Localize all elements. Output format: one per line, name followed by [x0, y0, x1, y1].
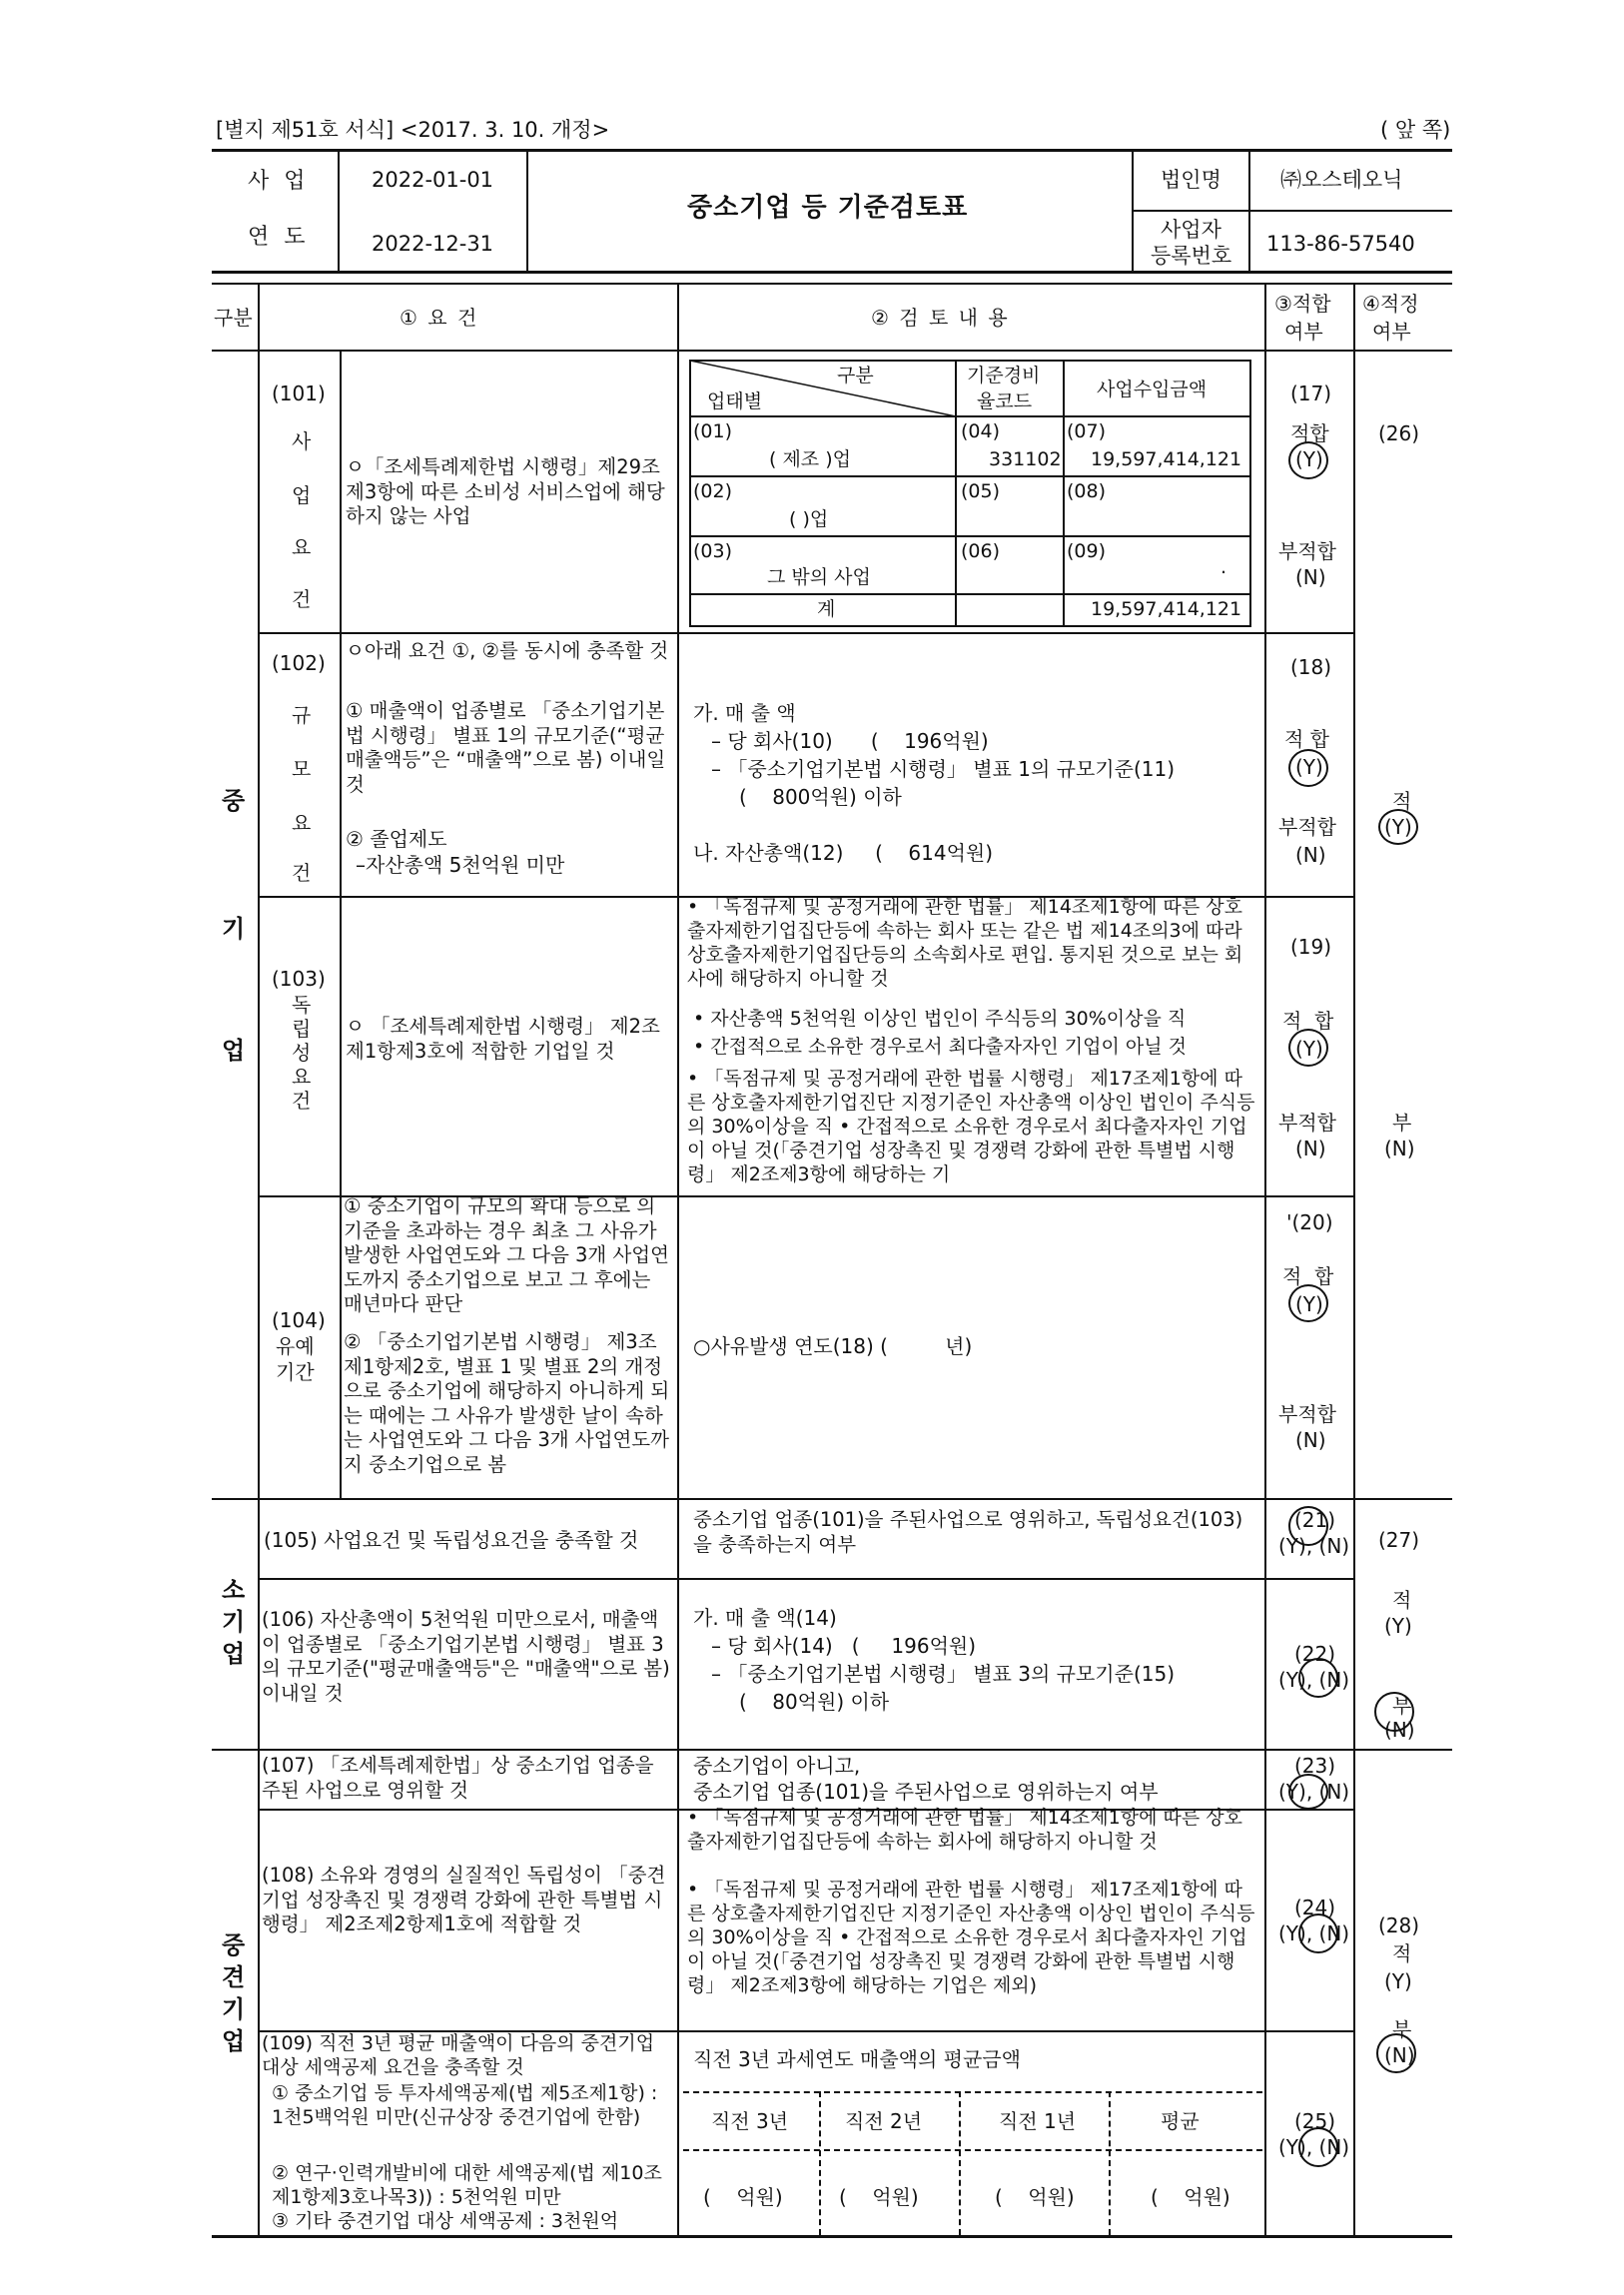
r103-label-2: 립	[292, 1017, 312, 1041]
r102-req-2b: –자산총액 5천억원 미만	[356, 853, 565, 877]
r108-fit-yn: (Y), (N)	[1278, 1921, 1350, 1945]
r107-review-1: 중소기업이 아니고,	[693, 1754, 861, 1778]
r109-fit-circle	[1298, 2127, 1338, 2167]
r101-row3-name: 그 밖의 사업	[767, 566, 871, 588]
r101-label-1: 사	[292, 429, 312, 453]
r102-rev-a1: – 당 회사(10) ( 196억원)	[711, 729, 989, 753]
r101-row2-amount-no: (08)	[1067, 480, 1107, 502]
bizno-label-1: 사업자	[1161, 218, 1221, 242]
r108-fit-code: (24)	[1294, 1896, 1336, 1919]
r105-fit-code: (21)	[1294, 1508, 1336, 1532]
r109-year-3: 직전 3년	[711, 2109, 789, 2133]
r101-row3-amount: .	[1220, 556, 1227, 578]
r101-row1-code-no: (04)	[961, 420, 1001, 442]
r102-label-4: 건	[292, 861, 312, 885]
r102-label-3: 요	[292, 811, 312, 835]
r106-rev-a3: ( 80억원) 이하	[739, 1690, 890, 1714]
r109-req-2: ② 연구·인력개발비에 대한 세액공제(법 제10조제1항제3호나목3)) : 5천억원 미만	[272, 2162, 662, 2208]
r103-review-3: • 간접적으로 소유한 경우로서 최다출자자인 기업이 아닐 것	[693, 1036, 1187, 1058]
r106-rev-a: 가. 매 출 액(14)	[693, 1606, 837, 1630]
r106-fit-circle	[1298, 1658, 1338, 1698]
r106-rev-a1: – 당 회사(14) ( 196억원)	[711, 1634, 977, 1658]
r104-code: (104)	[272, 1308, 326, 1332]
r101-fit-circle	[1288, 441, 1328, 479]
r108-final-n: (N)	[1384, 2043, 1415, 2067]
r101-unfit: 부적합	[1278, 539, 1336, 563]
r102-final-circle	[1378, 809, 1418, 845]
r102-fit-y: (Y)	[1295, 755, 1323, 779]
r103-review-2: • 자산총액 5천억원 이상인 법인이 주식등의 30%이상을 직	[693, 1008, 1187, 1030]
r101-label-2: 업	[292, 483, 312, 507]
r109-req-3: ③ 기타 중견기업 대상 세액공제 : 3천원억	[272, 2210, 619, 2232]
r102-req-head: ㅇ아래 요건 ①, ②를 동시에 충족할 것	[346, 639, 669, 662]
final-code-27: (27)	[1378, 1528, 1420, 1552]
r103-code: (103)	[272, 967, 326, 991]
r101-th-amount: 사업수입금액	[1097, 379, 1208, 400]
start-date: 2022-01-01	[372, 168, 494, 192]
r108-final-y: (Y)	[1384, 1969, 1412, 1993]
group-sme-1: 중	[222, 787, 246, 815]
r103-fit-y: (Y)	[1295, 1037, 1323, 1061]
r101-th-code-2: 율코드	[977, 390, 1033, 412]
r109-fit-yn: (Y), (N)	[1278, 2135, 1350, 2159]
r109-review-head: 직전 3년 과세연도 매출액의 평균금액	[693, 2047, 1021, 2071]
r101-row1-amount: 19,597,414,121	[1091, 448, 1242, 470]
r109-unit-4: ( 억원)	[1151, 2185, 1230, 2209]
r103-label-3: 성	[292, 1041, 312, 1065]
r109-average: 평균	[1161, 2109, 1200, 2133]
r104-fit: 적 합	[1282, 1264, 1334, 1288]
group-small-1: 소	[222, 1576, 246, 1604]
r103-label-1: 독	[292, 993, 312, 1017]
r101-row2-name: ( )업	[789, 508, 829, 530]
r103-final: 부	[1392, 1111, 1412, 1135]
r101-unfit-n: (N)	[1295, 565, 1326, 589]
r102-req-2: ② 졸업제도	[346, 827, 447, 851]
r107-fit-circle	[1288, 1774, 1328, 1810]
r101-fit-y: (Y)	[1295, 447, 1323, 471]
r107-fit-code: (23)	[1294, 1754, 1336, 1778]
r101-th-code-1: 기준경비	[967, 365, 1041, 386]
r106-fit-code: (22)	[1294, 1642, 1336, 1666]
r103-label-4: 요	[292, 1065, 312, 1089]
r109-req-head: (109) 직전 3년 평균 매출액이 다음의 중견기업 대상 세액공제 요건을 충족할 것	[262, 2032, 655, 2078]
r101-row1-name: ( 제조 )업	[769, 448, 851, 470]
group-mid-3: 기	[222, 1995, 246, 2023]
r101-row1-code: 331102	[989, 448, 1062, 470]
r109-unit-3: ( 억원)	[995, 2185, 1075, 2209]
r106-final-n: (N)	[1384, 1718, 1415, 1742]
r103-requirement: ㅇ 「조세특례제한법 시행령」 제2조제1항제3호에 적합한 기업일 것	[346, 1015, 660, 1063]
col-review: ② 검 토 내 용	[871, 306, 1010, 330]
r104-req-2: ② 「중소기업기본법 시행령」 제3조제1항제2호, 별표 1 및 별표 2의 개정으로 중소기업에 해당하지 아니하게 되는 때에는 그 사유가 발생한 날이 속하는 사업연도와 그 다음 3개 사업연도까지 중소기업으로 봄	[344, 1330, 670, 1476]
r108-final-no: 부	[1392, 2017, 1412, 2041]
r104-fit-code: '(20)	[1286, 1210, 1333, 1234]
col-fit-1b: 여부	[1284, 320, 1323, 344]
corp-name-label: 법인명	[1161, 168, 1221, 192]
col-fit-1: ③적합	[1274, 292, 1331, 316]
r109-req-1: ① 중소기업 등 투자세액공제(법 제5조제1항) : 1천5백억원 미만(신규상장 중견기업에 한함)	[272, 2082, 658, 2128]
page-title: 중소기업 등 기준검토표	[687, 193, 969, 223]
business-number: 113-86-57540	[1266, 232, 1415, 256]
r103-label-5: 건	[292, 1089, 312, 1113]
r106-rev-a2: – 「중소기업기본법 시행령」 별표 3의 규모기준(15)	[711, 1662, 1176, 1686]
page-side: ( 앞 쪽)	[1380, 118, 1451, 142]
r102-fit: 적 합	[1284, 727, 1329, 751]
group-mid-4: 업	[222, 2027, 246, 2055]
r102-rev-a: 가. 매 출 액	[693, 701, 796, 725]
r105-requirement: (105) 사업요건 및 독립성요건을 충족할 것	[264, 1528, 639, 1552]
r101-fit-code: (17)	[1290, 382, 1332, 405]
r103-fit-code: (19)	[1290, 935, 1332, 959]
r103-fit: 적 합	[1282, 1009, 1334, 1033]
r106-final: 적	[1392, 1588, 1412, 1612]
r101-row2-code-no: (05)	[961, 480, 1001, 502]
r101-row1-no: (01)	[693, 420, 733, 442]
r108-final: 적	[1392, 1941, 1412, 1965]
r106-requirement: (106) 자산총액이 5천억원 미만으로서, 매출액이 업종별로 「중소기업기본법 시행령」 별표 3의 규모기준("평균매출액등"은 "매출액"으로 봄) 이내일 것	[262, 1608, 670, 1705]
r101-row3-no: (03)	[693, 540, 733, 562]
r109-year-1: 직전 1년	[999, 2109, 1077, 2133]
r101-row1-amount-no: (07)	[1067, 420, 1107, 442]
form-number: [별지 제51호 서식] <2017. 3. 10. 개정>	[216, 118, 610, 142]
r104-fit-circle	[1288, 1284, 1328, 1322]
r102-req-1: ① 매출액이 업종별로 「중소기업기본법 시행령」 별표 1의 규모기준(“평균매출액등”은 “매출액”으로 봄) 이내일 것	[346, 699, 666, 796]
r108-fit-circle	[1298, 1913, 1338, 1953]
col-requirement: ① 요 건	[400, 306, 479, 330]
r102-final-y: (Y)	[1384, 815, 1412, 839]
corp-name: ㈜오스테오닉	[1280, 168, 1403, 192]
final-code-26: (26)	[1378, 421, 1420, 445]
final-code-28: (28)	[1378, 1913, 1420, 1937]
r109-unit-2: ( 억원)	[839, 2185, 919, 2209]
r102-rev-b: 나. 자산총액(12) ( 614억원)	[693, 841, 994, 865]
group-sme-2: 기	[222, 915, 246, 943]
r101-fit: 적합	[1290, 421, 1329, 445]
r102-fit-code: (18)	[1290, 655, 1332, 679]
r107-review-2: 중소기업 업종(101)을 주된사업으로 영위하는지 여부	[693, 1780, 1159, 1804]
r104-fit-y: (Y)	[1295, 1292, 1323, 1316]
group-small-3: 업	[222, 1640, 246, 1668]
r102-label-1: 규	[292, 703, 312, 727]
year-label-2: 연 도	[248, 225, 310, 250]
r101-label-3: 요	[292, 535, 312, 559]
group-mid-1: 중	[222, 1931, 246, 1959]
r107-fit-yn: (Y), (N)	[1278, 1780, 1350, 1804]
r103-review-4: • 「독점규제 및 공정거래에 관한 법률 시행령」 제17조제1항에 따른 상호출자제한기업진단 지정기준인 자산총액 이상인 법인이 주식등의 30%이상을 직 • 간접적으로 소유한 경우로서 최다출자자인 기업이 아닐 것(「중견기업 성장촉진 및 경쟁력 강화에 관한 특별법 시행령」 제2조제3항에 해당하는 기	[687, 1068, 1255, 1185]
r101-row3-amount-no: (09)	[1067, 540, 1107, 562]
r108-review-1: • 「독점규제 및 공정거래에 관한 법률」 제14조제1항에 따른 상호출자제한기업집단등에 속하는 회사에 해당하지 아니할 것	[687, 1807, 1242, 1853]
r101-total-label: 계	[817, 598, 836, 620]
r101-code: (101)	[272, 382, 326, 405]
col-fit-2: ④적정	[1362, 292, 1419, 316]
r105-fit-yn: (Y), (N)	[1278, 1534, 1350, 1558]
r104-review: ○사유발생 연도(18) ( 년)	[693, 1334, 973, 1358]
group-sme-3: 업	[222, 1037, 246, 1065]
r109-unit-1: ( 억원)	[703, 2185, 783, 2209]
r102-fit-circle	[1288, 749, 1328, 787]
r106-final-no: 부	[1392, 1694, 1412, 1718]
r106-fit-yn: (Y), (N)	[1278, 1668, 1350, 1692]
r108-review-2: • 「독점규제 및 공정거래에 관한 법률 시행령」 제17조제1항에 따른 상호출자제한기업진단 지정기준인 자산총액 이상인 법인이 주식등의 30%이상을 직 • 간접적으로 소유한 경우로서 최다출자자인 기업이 아닐 것(「중견기업 성장촉진 및 경쟁력 강화에 관한 특별법 시행령」 제2조제3항에 해당하는 기업은 제외)	[687, 1879, 1255, 1996]
r103-unfit: 부적합	[1278, 1111, 1336, 1135]
r102-unfit: 부적합	[1278, 815, 1336, 839]
end-date: 2022-12-31	[372, 232, 494, 256]
r102-label-2: 모	[292, 757, 312, 781]
r101-th-gubun: 구분	[837, 365, 874, 386]
r107-requirement: (107) 「조세특례제한법」상 중소기업 업종을 주된 사업으로 영위할 것	[262, 1754, 654, 1802]
r102-unfit-n: (N)	[1295, 843, 1326, 867]
r101-total-amount: 19,597,414,121	[1091, 598, 1242, 620]
r101-label-4: 건	[292, 587, 312, 611]
bizno-label-2: 등록번호	[1151, 244, 1232, 268]
r104-req-1: ① 중소기업이 규모의 확대 등으로 의 기준을 초과하는 경우 최초 그 사유가 발생한 사업연도와 그 다음 3개 사업연도까지 중소기업으로 보고 그 후에는 매년마다 판단	[344, 1194, 669, 1315]
col-gubun: 구분	[214, 306, 253, 330]
r104-unfit: 부적합	[1278, 1402, 1336, 1426]
r108-requirement: (108) 소유와 경영의 실질적인 독립성이 「중견기업 성장촉진 및 경쟁력 강화에 관한 특별법 시행령」 제2조제2항제1호에 적합할 것	[262, 1864, 666, 1935]
col-fit-2b: 여부	[1372, 320, 1411, 344]
r105-review: 중소기업 업종(101)을 주된사업으로 영위하고, 독립성요건(103)을 충족하는지 여부	[693, 1508, 1243, 1556]
r109-fit-code: (25)	[1294, 2109, 1336, 2133]
r101-requirement: ㅇ「조세특례제한법 시행령」제29조제3항에 따른 소비성 서비스업에 해당하지 않는 사업	[346, 455, 665, 527]
r104-label-2: 기간	[276, 1360, 315, 1384]
r105-fit-circle	[1288, 1506, 1328, 1546]
r103-review-1: • 「독점규제 및 공정거래에 관한 법률」 제14조제1항에 따른 상호출자제한기업집단등에 속하는 회사 또는 같은 법 제14조의3에 따라 상호출자제한기업집단등의 소속회사로 편입. 통지된 것으로 보는 회사에 해당하지 아니할 것	[687, 896, 1243, 990]
r103-fit-circle	[1288, 1029, 1328, 1067]
r102-rev-a2: – 「중소기업기본법 시행령」 별표 1의 규모기준(11)	[711, 757, 1176, 781]
group-small-2: 기	[222, 1608, 246, 1636]
group-mid-2: 견	[222, 1963, 246, 1991]
r106-final-y: (Y)	[1384, 1614, 1412, 1638]
r101-row3-code-no: (06)	[961, 540, 1001, 562]
r103-unfit-n: (N)	[1295, 1137, 1326, 1160]
r101-th-type: 업태별	[707, 390, 763, 412]
r106-final-circle	[1374, 1692, 1414, 1732]
r109-year-2: 직전 2년	[845, 2109, 923, 2133]
year-label-1: 사 업	[248, 169, 310, 194]
r102-rev-a3: ( 800억원) 이하	[739, 785, 902, 809]
r104-unfit-n: (N)	[1295, 1428, 1326, 1452]
r108-final-circle	[1376, 2033, 1416, 2073]
r104-label-1: 유예	[276, 1334, 315, 1358]
r102-final: 적	[1392, 789, 1412, 813]
r101-row2-no: (02)	[693, 480, 733, 502]
r102-code: (102)	[272, 651, 326, 675]
r103-final-n: (N)	[1384, 1137, 1415, 1160]
